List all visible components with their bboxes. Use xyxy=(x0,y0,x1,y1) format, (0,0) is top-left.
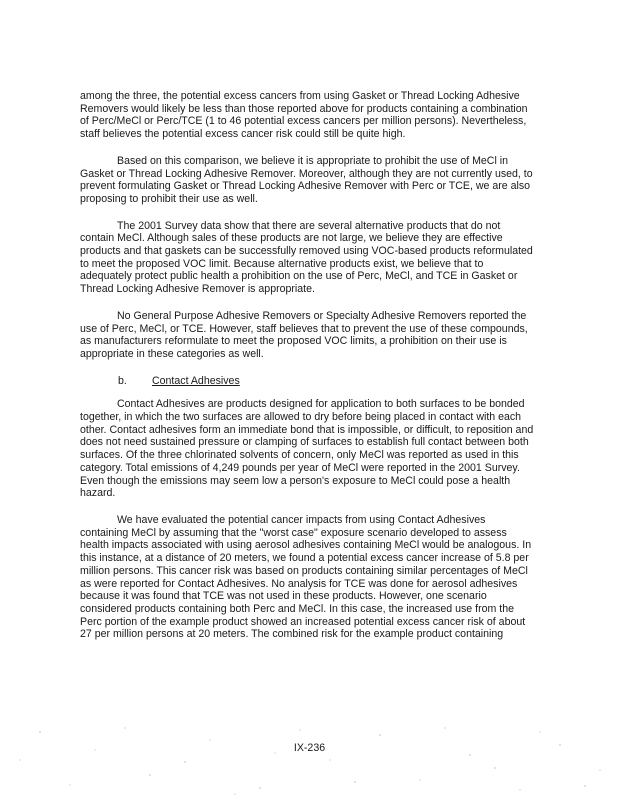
document-body xyxy=(80,90,536,655)
section-title: Contact Adhesives xyxy=(152,374,240,387)
paragraph-continued: among the three, the potential excess cancers from using Gasket or Thread Locking Adhesive Removers would likely be less than those reported above for products containing a combination of Perc/MeCl or Perc/TCE (1 to 46 potential excess cancers per million persons). Nevertheless, staff believes the potential excess cancer risk could still be quite high. xyxy=(80,90,528,141)
paragraph-cancer-impacts: We have evaluated the potential cancer impacts from using Contact Adhesives containing MeCl by assuming that the "worst case" exposure scenario developed to assess health impacts associated with using aerosol adhesives containing MeCl would be analogous. In this instance, at a distance of 20 meters, we found a potential excess cancer increase of 5.8 per million persons. This cancer risk was based on products containing similar percentages of MeCl as were reported for Contact Adhesives. No analysis for TCE was done for aerosol adhesives because it was found that TCE was not used in these products. However, one scenario considered products containing both Perc and MeCl. In this case, the increased use from the Perc portion of the example product showed an increased potential excess cancer risk of about 27 per million persons at 20 meters. The combined risk for the example product containing xyxy=(80,513,532,641)
section-heading xyxy=(80,375,536,388)
paragraph-general-purpose-removers: No General Purpose Adhesive Removers or Specialty Adhesive Removers reported the use of Perc, MeCl, or TCE. However, staff believes that to prevent the use of these compounds, as manufacturers reformulate to meet the proposed VOC limits, a prohibition on their use is appropriate in these categories as well. xyxy=(80,309,528,360)
section-number: b. xyxy=(118,374,127,387)
paragraph-prohibit-mecl: Based on this comparison, we believe it is appropriate to prohibit the use of MeCl in Gasket or Thread Locking Adhesive Remover. Moreover, although they are not currently used, to prevent formulating Gasket or Thread Locking Adhesive Remover with Perc or TCE, we are also proposing to prohibit their use as well. xyxy=(80,154,533,205)
scan-noise xyxy=(0,720,619,800)
page-number: IX-236 xyxy=(293,742,326,754)
paragraph-contact-adhesives-definition: Contact Adhesives are products designed for application to both surfaces to be bonded together, in which the two surfaces are allowed to dry before being placed in contact with each other. Contact adhesives form an immediate bond that is impossible, or difficult, to reposition and does not need sustained pressure or clamping of surfaces to establish full contact between both surfaces. Of the three chlorinated solvents of concern, only MeCl was reported as used in this category. Total emissions of 4,249 pounds per year of MeCl were reported in the 2001 Survey. Even though the emissions may seem low a person's exposure to MeCl could pose a health hazard. xyxy=(80,398,534,500)
paragraph-survey-alternatives: The 2001 Survey data show that there are several alternative products that do not contain MeCl. Although sales of these products are not large, we believe they are effective products and that gaskets can be successfully removed using VOC-based products reformulated to meet the proposed VOC limit. Because alternative products exist, we believe that to adequately protect public health a prohibition on the use of Perc, MeCl, and TCE in Gasket or Thread Locking Adhesive Remover is appropriate. xyxy=(80,219,533,296)
